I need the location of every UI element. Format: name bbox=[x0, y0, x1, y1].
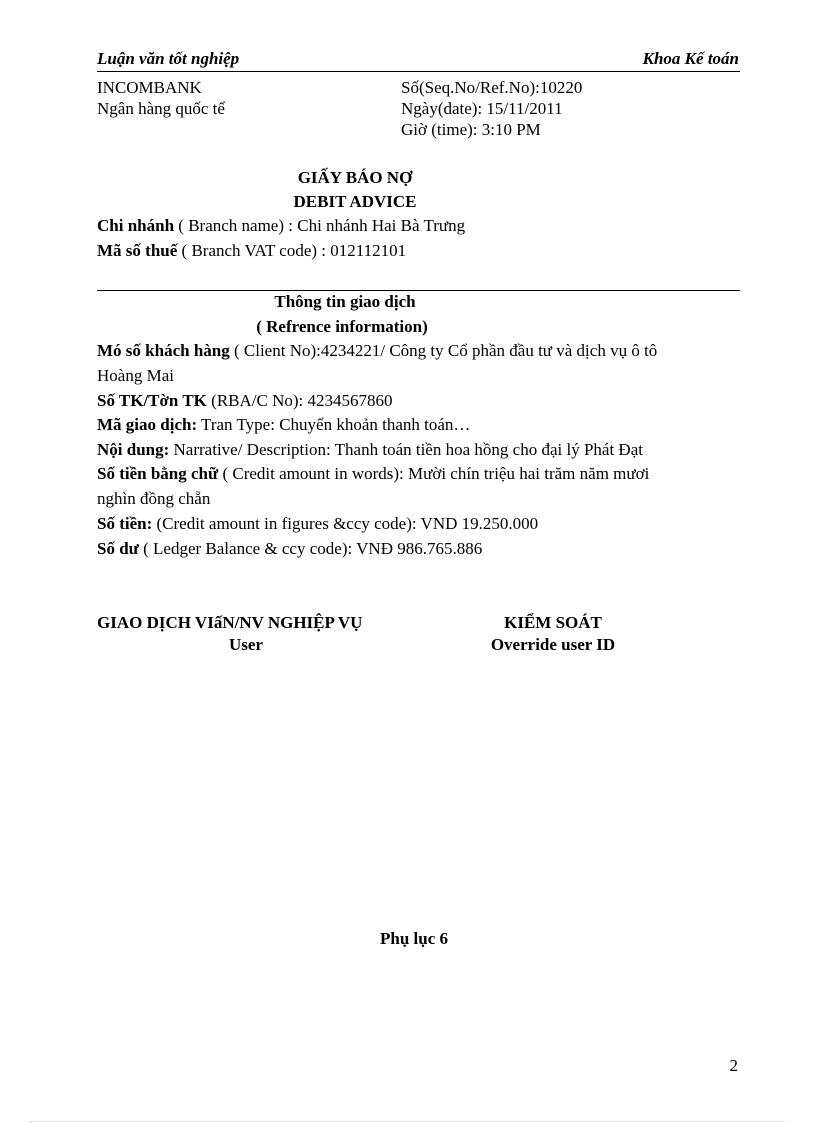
account-text: (RBA/C No): 4234567860 bbox=[206, 391, 393, 410]
trantype-text: Tran Type: Chuyển khoản thanh toán… bbox=[197, 415, 471, 434]
vat-text: ( Branch VAT code) : 012112101 bbox=[177, 241, 407, 260]
header-right: Khoa Kế toán bbox=[642, 49, 739, 68]
client-line-cont: Hoàng Mai bbox=[97, 366, 174, 385]
seq-number: Số(Seq.No/Ref.No):10220 bbox=[401, 78, 583, 97]
advice-date: Ngày(date): 15/11/2011 bbox=[401, 99, 563, 118]
account-label: Số TK/Tờn TK bbox=[97, 391, 207, 410]
section-divider bbox=[97, 290, 740, 291]
advice-time: Giờ (time): 3:10 PM bbox=[401, 120, 541, 139]
words-line-cont: nghìn đồng chẵn bbox=[97, 489, 211, 508]
header-divider bbox=[97, 71, 740, 72]
info-subtitle: ( Refrence information) bbox=[256, 317, 428, 336]
balance-text: ( Ledger Balance & ccy code): VNĐ 986.765.886 bbox=[138, 539, 483, 558]
words-line bbox=[97, 465, 649, 482]
title-en: DEBIT ADVICE bbox=[293, 192, 417, 211]
vat-line bbox=[97, 242, 406, 259]
narrative-text: Narrative/ Description: Thanh toán tiền hoa hồng cho đại lý Phát Đạt bbox=[169, 440, 643, 459]
figures-label: Số tiền: bbox=[97, 514, 153, 533]
branch-label: Chi nhánh bbox=[97, 216, 175, 235]
figures-text: (Credit amount in figures &ccy code): VND 19.250.000 bbox=[152, 514, 539, 533]
page-number: 2 bbox=[729, 1056, 738, 1075]
words-text: ( Credit amount in words): Mười chín triệu hai trăm năm mươi bbox=[218, 464, 650, 483]
trantype-label: Mã giao dịch: bbox=[97, 415, 198, 434]
branch-text: ( Branch name) : Chi nhánh Hai Bà Trưng bbox=[174, 216, 466, 235]
trantype-line bbox=[97, 416, 470, 433]
client-line bbox=[97, 342, 657, 359]
bank-name-vn: Ngân hàng quốc tế bbox=[97, 99, 225, 118]
signature-right-title: KIỂM SOÁT bbox=[504, 613, 602, 632]
signature-left-title: GIAO DỊCH VIấN/NV NGHIỆP VỤ bbox=[97, 613, 363, 632]
client-label: Mó số khách hàng bbox=[97, 341, 230, 360]
signature-right-sub: Override user ID bbox=[490, 635, 616, 654]
figures-line bbox=[97, 515, 538, 532]
appendix-label: Phụ lục 6 bbox=[379, 929, 449, 948]
info-title: Thông tin giao dịch bbox=[274, 292, 416, 311]
narrative-line bbox=[97, 441, 643, 458]
vat-label: Mã số thuế bbox=[97, 241, 178, 260]
balance-label: Số dư bbox=[97, 539, 139, 558]
words-label: Số tiền bằng chữ bbox=[97, 464, 219, 483]
signature-left-sub: User bbox=[229, 635, 263, 654]
balance-line bbox=[97, 540, 482, 557]
page-edge bbox=[30, 1121, 786, 1122]
narrative-label: Nội dung: bbox=[97, 440, 170, 459]
bank-name: INCOMBANK bbox=[97, 78, 202, 97]
client-text: ( Client No):4234221/ Công ty Cổ phần đầu tư và dịch vụ ô tô bbox=[229, 341, 658, 360]
account-line bbox=[97, 392, 393, 409]
title-vn: GIẤY BÁO NỢ bbox=[297, 168, 413, 187]
branch-line bbox=[97, 217, 465, 234]
header-left: Luận văn tốt nghiệp bbox=[97, 49, 240, 68]
